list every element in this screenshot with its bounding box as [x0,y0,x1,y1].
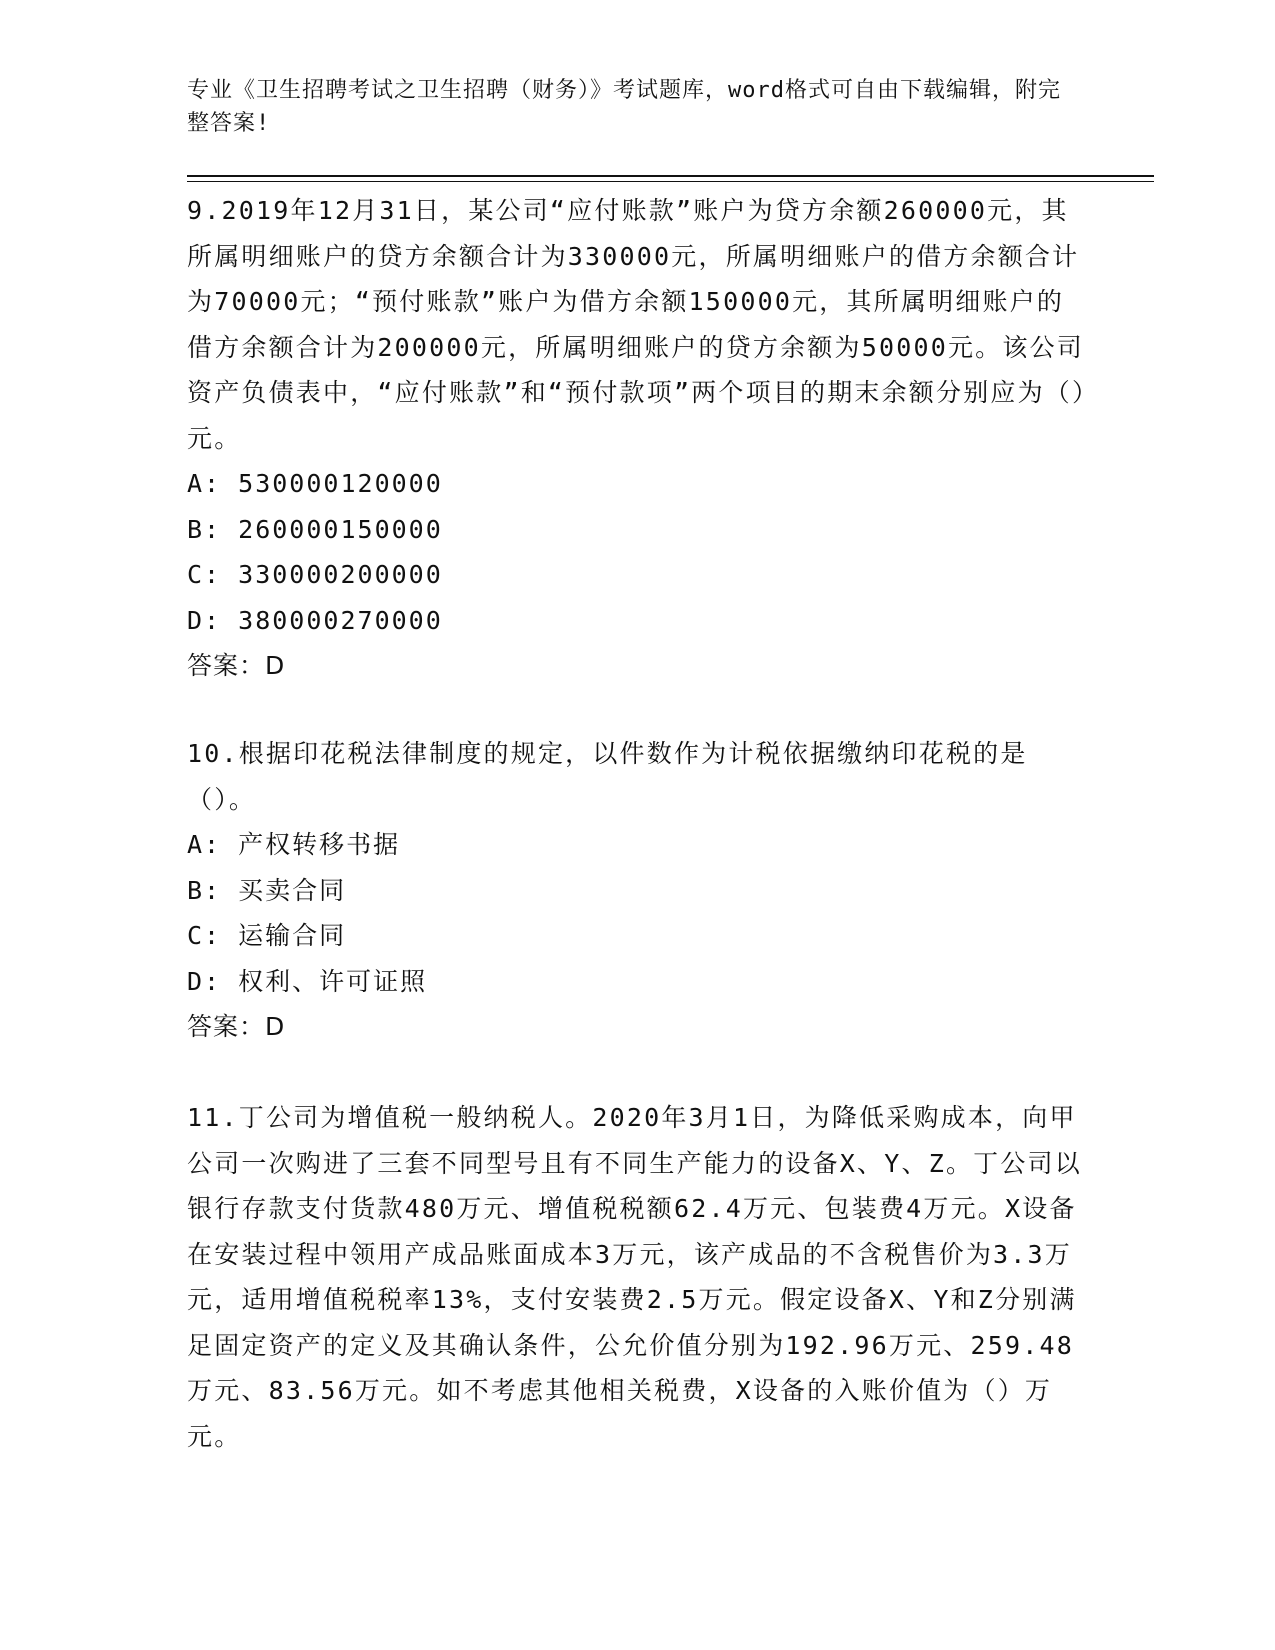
question-stem: 11.丁公司为增值税一般纳税人。2020年3月1日，为降低采购成本，向甲公司一次购进了三套不同型号且有不同生产能力的设备X、Y、Z。丁公司以银行存款支付货款480万元、增值税税额62.4万元、包装费4万元。X设备在安装过程中领用产成品账面成本3万元，该产成品的不含税售价为3.3万元，适用增值税税率13%，支付安装费2.5万元。假定设备X、Y和Z分别满足固定资产的定义及其确认条件，公允价值分别为192.96万元、259.48万元、83.56万元。如不考虑其他相关税费，X设备的入账价值为（）万元。 [187,1103,1082,1451]
option-d: D: 权利、许可证照 [187,966,428,996]
option-a: A: 产权转移书据 [187,830,401,859]
option-b: B: 260000150000 [187,514,443,544]
answer: 答案：D [187,651,286,680]
option-a: A: 530000120000 [187,469,443,498]
question-11 [187,1095,1087,1459]
header-rule-thick [187,175,1154,177]
question-9 [187,188,1087,689]
option-c: C: 运输合同 [187,921,347,950]
document-header: 专业《卫生招聘考试之卫生招聘（财务）》考试题库，word格式可自由下载编辑，附完整答案! [187,78,1061,136]
option-d: D: 380000270000 [187,605,443,635]
question-10 [187,731,1087,1050]
option-b: B: 买卖合同 [187,875,347,905]
header-rule-thin [187,181,1154,182]
answer: 答案：D [187,1012,286,1041]
question-stem: 9.2019年12月31日，某公司“应付账款”账户为贷方余额260000元，其所属明细账户的贷方余额合计为330000元，所属明细账户的借方余额合计为70000元；“预付账款”账户为借方余额150000元，其所属明细账户的借方余额合计为200000元，所属明细账户的贷方余额为50000元。该公司资产负债表中，“应付账款”和“预付款项”两个项目的期末余额分别应为（）元。 [187,196,1087,453]
option-c: C: 330000200000 [187,560,443,589]
question-stem: 10.根据印花税法律制度的规定，以件数作为计税依据缴纳印花税的是（）。 [187,739,1028,814]
